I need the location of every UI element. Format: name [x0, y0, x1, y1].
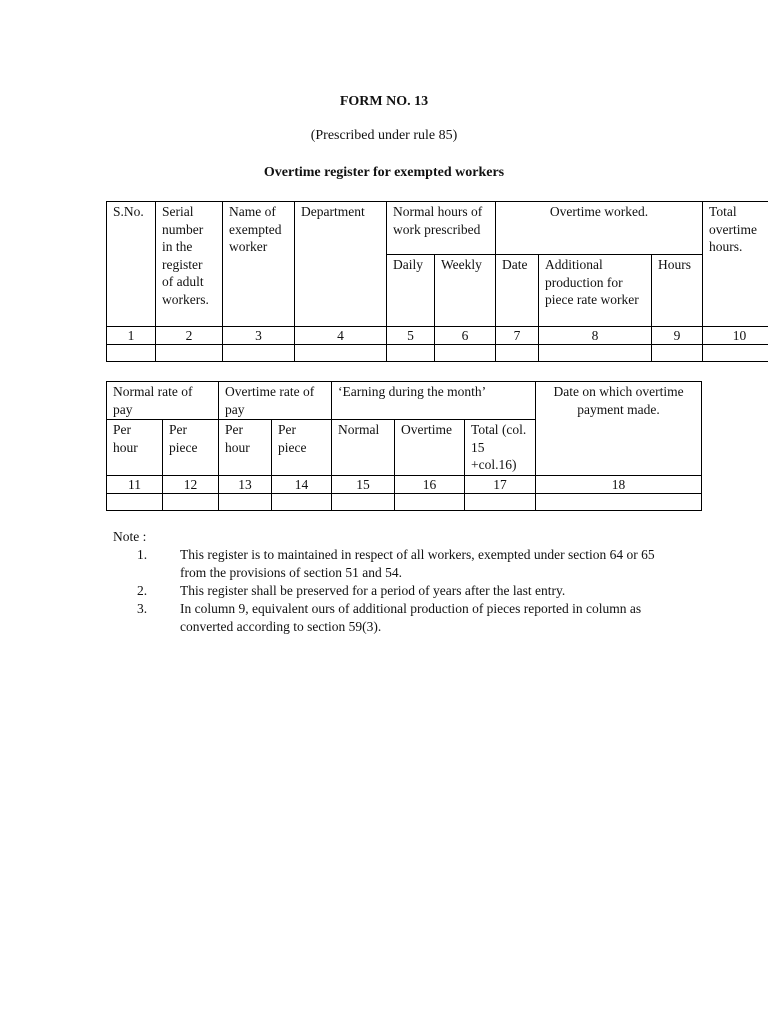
header-worker-name: Name of exempted worker	[223, 202, 295, 327]
header-per-piece: Per piece	[163, 420, 219, 476]
form-title: FORM NO. 13	[339, 94, 429, 109]
register-title: Overtime register for exempted workers	[263, 165, 505, 180]
notes-list	[113, 546, 673, 636]
header-serial-number: Serial number in the register of adult workers.	[156, 202, 223, 327]
note-text: In column 9, equivalent ours of additional production of pieces reported in column as converted according to section 59(3).	[180, 601, 642, 634]
column-number: 9	[652, 327, 703, 345]
header-per-hour: Per hour	[219, 420, 272, 476]
header-weekly: Weekly	[435, 255, 496, 327]
column-number: 10	[703, 327, 768, 345]
column-number: 7	[496, 327, 539, 345]
header-sno: S.No.	[107, 202, 156, 327]
column-number: 1	[107, 327, 156, 345]
column-number: 8	[539, 327, 652, 345]
column-number: 6	[435, 327, 496, 345]
note-text: This register shall be preserved for a period of years after the last entry.	[180, 583, 566, 598]
note-item	[113, 600, 673, 636]
header-overtime-worked: Overtime worked.	[496, 202, 703, 255]
column-number: 14	[272, 476, 332, 494]
header-daily: Daily	[387, 255, 435, 327]
column-number: 2	[156, 327, 223, 345]
form-subtitle: (Prescribed under rule 85)	[310, 128, 458, 143]
column-number: 3	[223, 327, 295, 345]
header-department: Department	[295, 202, 387, 327]
header-earning: ‘Earning during the month’	[332, 382, 536, 420]
note-item	[113, 546, 673, 582]
header-total-overtime: Total overtime hours.	[703, 202, 768, 327]
column-number: 11	[107, 476, 163, 494]
header-overtime: Overtime	[395, 420, 465, 476]
header-additional-production: Additional production for piece rate worker	[539, 255, 652, 327]
header-normal: Normal	[332, 420, 395, 476]
column-number: 12	[163, 476, 219, 494]
note-text: This register is to maintained in respect of all workers, exempted under section 64 or 65 from the provisions of section 51 and 54.	[180, 547, 655, 580]
header-hours: Hours	[652, 255, 703, 327]
empty-entry-row	[107, 494, 702, 511]
header-total: Total (col. 15 +col.16)	[465, 420, 536, 476]
note-number: 2.	[137, 583, 148, 598]
header-overtime-rate: Overtime rate of pay	[219, 382, 332, 420]
note-number: 1.	[137, 547, 148, 562]
header-normal-hours: Normal hours of work prescribed	[387, 202, 496, 255]
notes-section	[113, 528, 673, 636]
note-item	[113, 582, 673, 600]
overtime-earnings-table	[106, 381, 702, 511]
column-number: 5	[387, 327, 435, 345]
column-number: 17	[465, 476, 536, 494]
column-number: 13	[219, 476, 272, 494]
header-per-piece: Per piece	[272, 420, 332, 476]
column-number: 15	[332, 476, 395, 494]
header-normal-rate: Normal rate of pay	[107, 382, 219, 420]
note-number: 3.	[137, 601, 148, 616]
header-per-hour: Per hour	[107, 420, 163, 476]
empty-entry-row	[107, 345, 768, 362]
column-number: 18	[536, 476, 702, 494]
column-number: 4	[295, 327, 387, 345]
header-date: Date	[496, 255, 539, 327]
column-number: 16	[395, 476, 465, 494]
overtime-register-table	[106, 201, 768, 362]
header-date-payment: Date on which overtime payment made.	[536, 382, 702, 476]
notes-label: Note :	[113, 529, 147, 544]
